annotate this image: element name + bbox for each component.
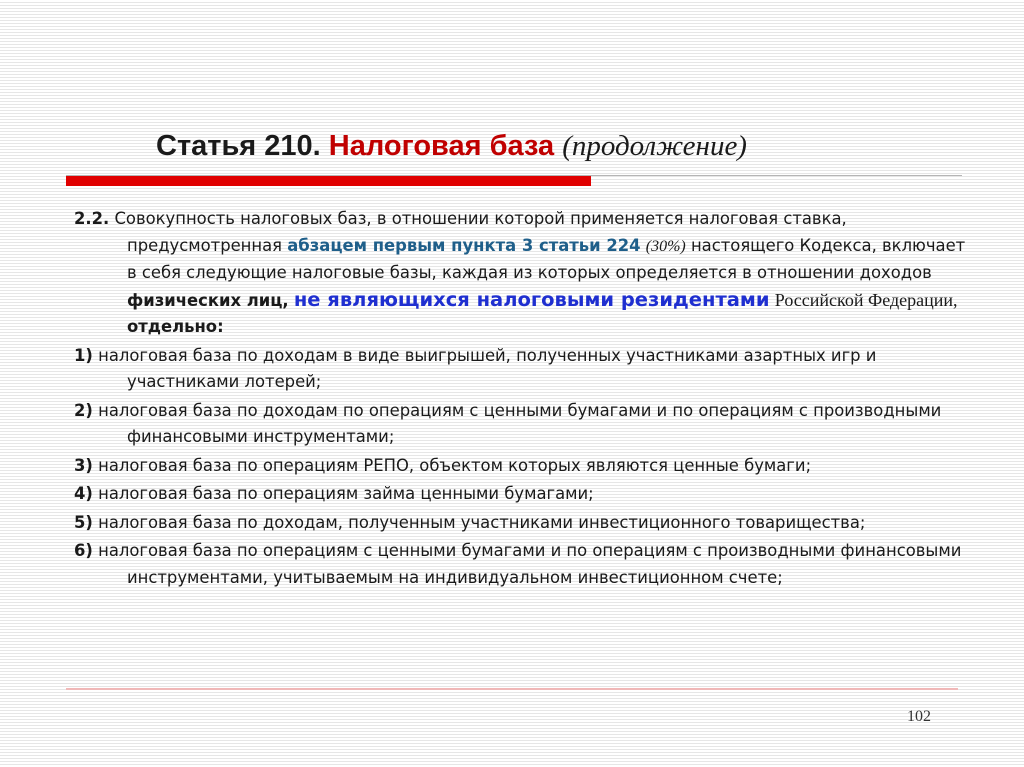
title-article: Статья 210. bbox=[156, 130, 321, 162]
list-item-number: 4) bbox=[74, 484, 93, 503]
intro-number: 2.2. bbox=[74, 209, 110, 228]
list-item-number: 6) bbox=[74, 541, 93, 560]
rate-note: (30%) bbox=[645, 237, 686, 255]
list-item bbox=[74, 453, 974, 480]
list-item-text: налоговая база по доходам по операциям с ценными бумагами и по операциям с производными финансовыми инструментами; bbox=[98, 400, 942, 446]
list-item bbox=[74, 481, 974, 508]
list-item-text: налоговая база по операциям с ценными бумагами и по операциям с производными финансовыми инструментами, учитываемым на индивидуальном инвестиционном счете; bbox=[98, 541, 962, 587]
footer-divider-line bbox=[66, 688, 958, 690]
title-accent-bar bbox=[66, 176, 591, 186]
list-item-number: 3) bbox=[74, 455, 93, 475]
title-subject: Налоговая база bbox=[328, 130, 555, 162]
federation-text: Российской Федерации, bbox=[774, 289, 958, 310]
non-residents-emphasis: не являющихся налоговыми резидентами bbox=[293, 287, 770, 311]
slide-body bbox=[74, 206, 974, 591]
list-item-number: 1) bbox=[74, 345, 93, 365]
list-item-number: 5) bbox=[74, 512, 93, 532]
page-number: 102 bbox=[907, 708, 931, 725]
list-item bbox=[74, 343, 974, 396]
persons-emphasis: физических лиц, bbox=[127, 290, 289, 310]
list-item bbox=[74, 510, 974, 537]
list-item-number: 2) bbox=[74, 400, 93, 420]
list-item-text: налоговая база по доходам, полученным участниками инвестиционного товарищества; bbox=[98, 512, 866, 532]
list-item-text: налоговая база по доходам в виде выигрышей, полученных участниками азартных игр и участниками лотерей; bbox=[98, 345, 877, 391]
intro-text-b: настоящего Кодекса, включает в себя следующие налоговые базы, каждая из которых определяется в отношении доходов bbox=[127, 235, 966, 282]
separately-emphasis: отдельно: bbox=[127, 317, 224, 336]
slide-title bbox=[156, 128, 747, 164]
list-item bbox=[74, 538, 974, 591]
list-item-text: налоговая база по операциям РЕПО, объектом которых являются ценные бумаги; bbox=[98, 455, 812, 475]
list-item-text: налоговая база по операциям займа ценными бумагами; bbox=[98, 484, 594, 503]
title-continuation: (продолжение) bbox=[562, 130, 747, 162]
article-reference: абзацем первым пункта 3 статьи 224 bbox=[287, 235, 641, 255]
list-item bbox=[74, 398, 974, 451]
intro-paragraph bbox=[74, 206, 974, 341]
intro-text-a: Совокупность налоговых баз, в отношении которой применяется налоговая ставка, предусмотренная bbox=[114, 209, 847, 255]
